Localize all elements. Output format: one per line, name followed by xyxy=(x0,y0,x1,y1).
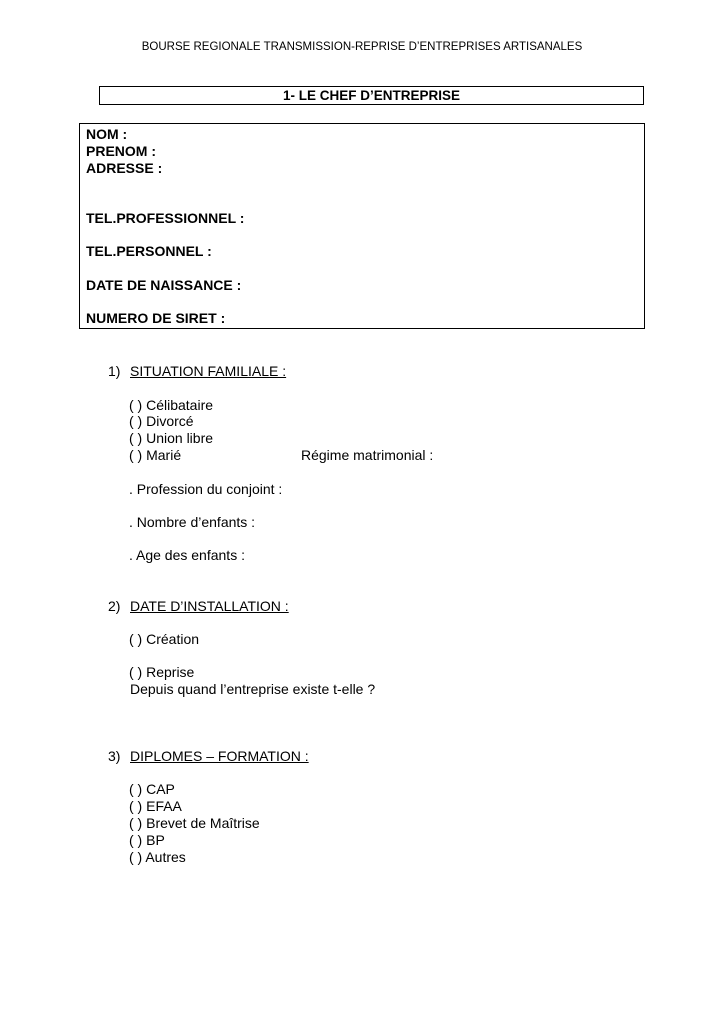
adresse-label: ADRESSE : xyxy=(86,160,163,176)
option-efaa: ( ) EFAA xyxy=(129,798,182,814)
option-celibataire: ( ) Célibataire xyxy=(129,397,214,413)
siret-label: NUMERO DE SIRET : xyxy=(86,310,226,326)
option-bp: ( ) BP xyxy=(129,832,165,848)
option-reprise: ( ) Reprise xyxy=(129,664,195,680)
option-divorce: ( ) Divorcé xyxy=(129,413,194,429)
nombre-enfants-label: . Nombre d’enfants : xyxy=(129,514,256,530)
option-union-libre: ( ) Union libre xyxy=(129,430,214,446)
option-creation: ( ) Création xyxy=(129,631,200,647)
tel-professionnel-label: TEL.PROFESSIONNEL : xyxy=(86,210,245,226)
section-title: 1- LE CHEF D’ENTREPRISE xyxy=(99,86,644,105)
age-enfants-label: . Age des enfants : xyxy=(129,547,245,563)
anciennete-question: Depuis quand l’entreprise existe t-elle ? xyxy=(130,681,376,697)
identity-box xyxy=(79,123,645,329)
diplomes-number: 3) xyxy=(108,748,121,764)
situation-number: 1) xyxy=(108,363,121,379)
profession-conjoint-label: . Profession du conjoint : xyxy=(129,481,283,497)
diplomes-title: DIPLOMES – FORMATION : xyxy=(130,748,309,764)
option-marie: ( ) Marié xyxy=(129,447,182,463)
option-brevet-maitrise: ( ) Brevet de Maîtrise xyxy=(129,815,260,831)
prenom-label: PRENOM : xyxy=(86,143,156,159)
situation-title: SITUATION FAMILIALE : xyxy=(130,363,287,379)
option-cap: ( ) CAP xyxy=(129,781,175,797)
document-header: BOURSE REGIONALE TRANSMISSION-REPRISE D’ENTREPRISES ARTISANALES xyxy=(141,41,583,53)
installation-title: DATE D’INSTALLATION : xyxy=(130,598,289,614)
option-autres: ( ) Autres xyxy=(129,849,186,865)
regime-matrimonial-label: Régime matrimonial : xyxy=(301,447,434,463)
date-naissance-label: DATE DE NAISSANCE : xyxy=(86,277,242,293)
nom-label: NOM : xyxy=(86,126,128,142)
tel-personnel-label: TEL.PERSONNEL : xyxy=(86,243,212,259)
installation-number: 2) xyxy=(108,598,121,614)
